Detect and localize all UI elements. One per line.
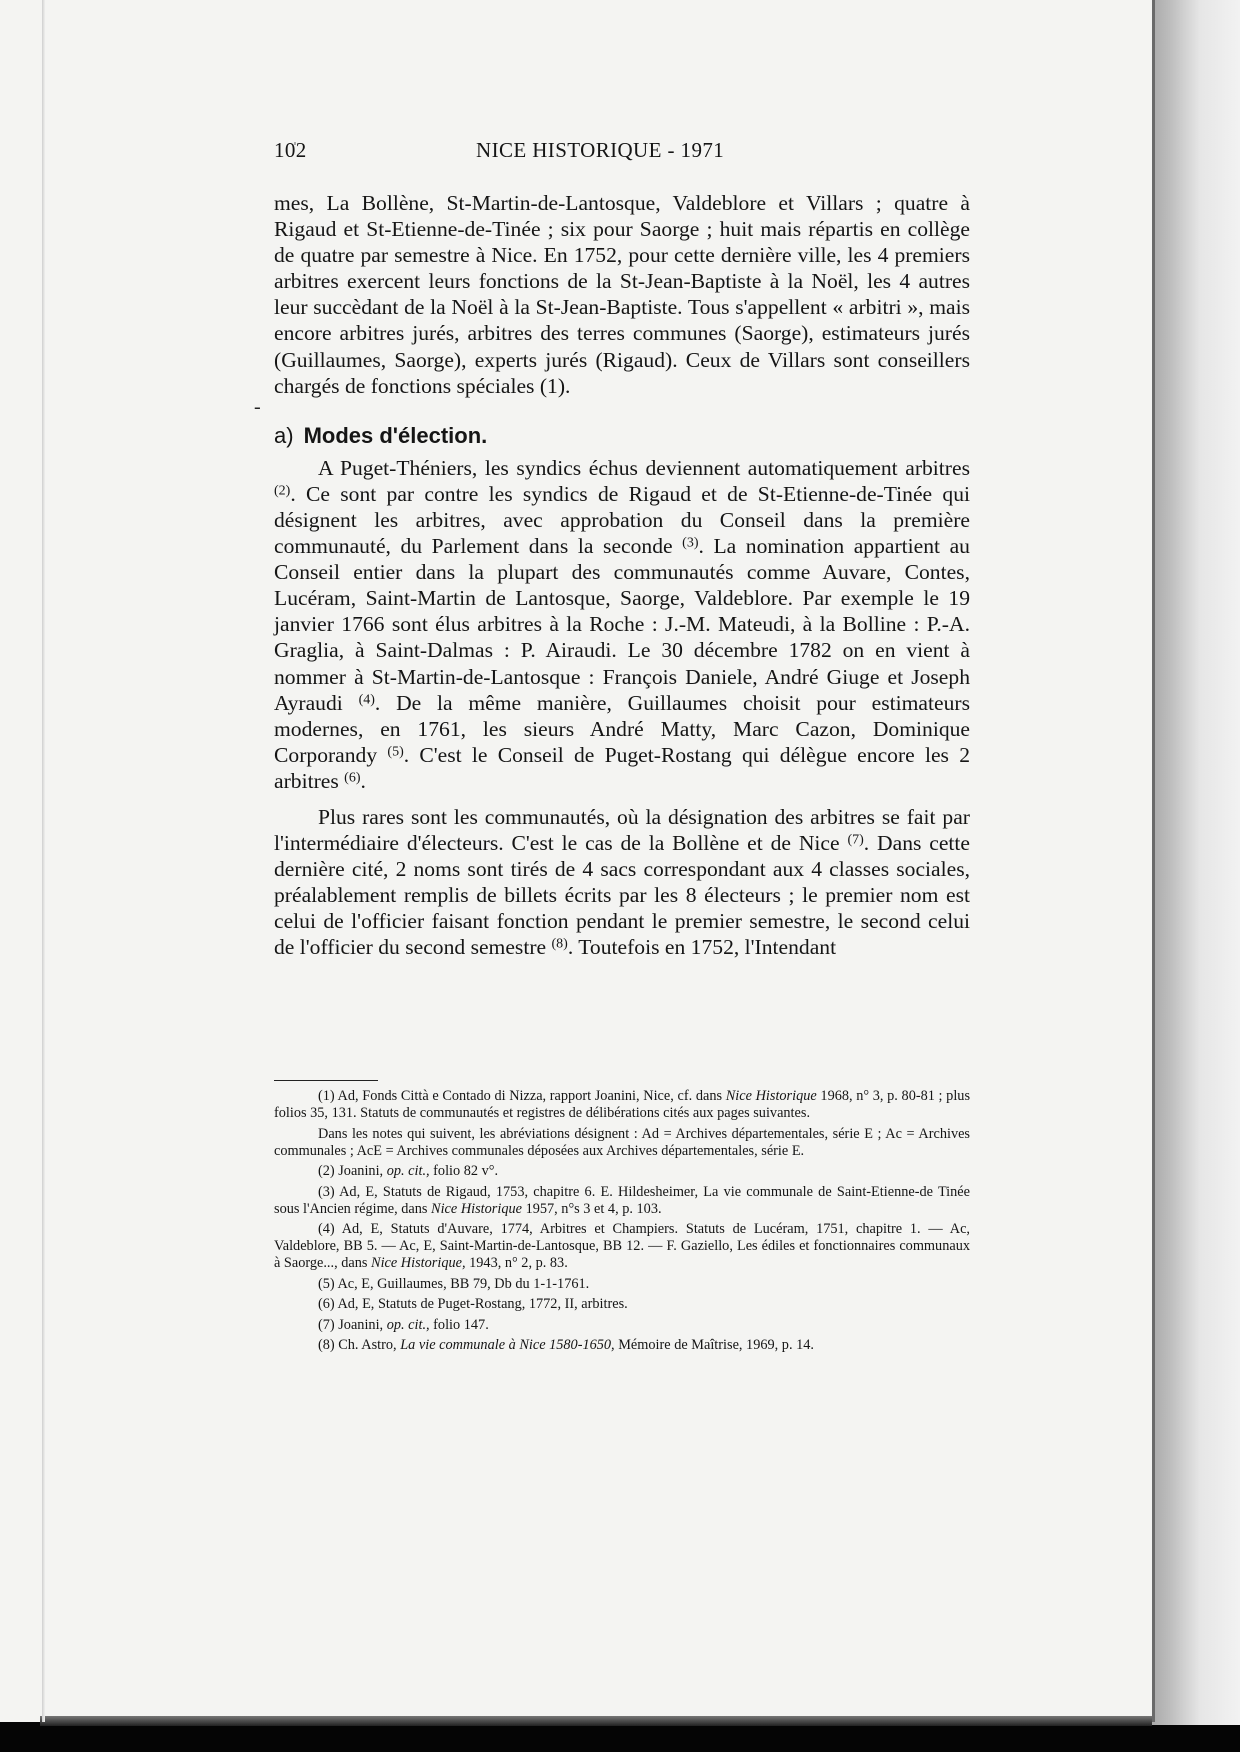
footnote-ref: (5) xyxy=(387,744,404,760)
page-bottom-shadow xyxy=(40,1716,1152,1726)
paragraph-text: . C'est le Conseil de Puget-Rostang qui délègue encore les 2 arbitres xyxy=(274,742,970,793)
footnote-ref: (1). xyxy=(539,373,571,398)
page-header xyxy=(274,138,970,170)
footnote-8 xyxy=(274,1337,970,1354)
footnote-2 xyxy=(274,1163,970,1180)
footnote-text: (4) Ad, E, Statuts d'Auvare, 1774, Arbitres et Champiers. Statuts de Lucéram, 1751, chapitre 1. — Ac, Valdeblore, BB 5. — Ac, E, Saint-Martin-de-Lantosque, BB 12. — F. Gaziello, Les édiles et fonctionnaires communaux à Saorge..., dans xyxy=(274,1221,970,1271)
citation-abbrev: op. cit., xyxy=(386,1316,430,1333)
abbreviations-note xyxy=(274,1126,970,1160)
paragraph-election-modes xyxy=(274,455,970,794)
footnote-ref: (2) xyxy=(274,483,291,499)
footnote-separator xyxy=(274,1080,378,1081)
paragraph-text: . xyxy=(360,768,366,793)
footnote-5 xyxy=(274,1276,970,1293)
footnote-text: (5) Ac, E, Guillaumes, BB 79, Db du 1-1-1761. xyxy=(318,1275,590,1292)
footnote-7 xyxy=(274,1317,970,1334)
intro-text: mes, La Bollène, St-Martin-de-Lantosque, Valdeblore et Villars ; quatre à Rigaud et St-Etienne-de-Tinée ; six pour Saorge ; huit mais répartis en collège de quatre par semestre à Nice. En 1752, pour cette dernière ville, les 4 premiers arbitres exercent leurs fonctions de la St-Jean-Baptiste à la Noël, les 4 autres leur succèdant de la Noël à la St-Jean-Baptiste. Tous s'appellent « arbitri », mais encore arbitres jurés, arbitres des terres communes (Saorge), estimateurs jurés (Guillaumes, Saorge), experts jurés (Rigaud). Ceux de Villars sont conseillers chargés de fonctions spéciales xyxy=(274,191,970,398)
paragraph-text: . La nomination appartient au Conseil entier dans la plupart des communautés comme Auvare, Contes, Lucéram, Saint-Martin de Lantosque, Saorge, Valdeblore. Par exemple le 19 janvier 1766 sont élus arbitres à la Roche : J.-M. Mateudi, à la Bolline : P.-A. Graglia, à Saint-Dalmas : P. Airaudi. Le 30 décembre 1782 on en vient à nommer à St-Martin-de-Lantosque : François Daniele, André Giuge et Joseph Ayraudi xyxy=(274,534,970,715)
intro-paragraph xyxy=(274,190,970,399)
footnote-ref: (4) xyxy=(358,692,375,708)
footnote-ref: (7) xyxy=(847,832,864,848)
footnote-ref: (6) xyxy=(344,770,361,786)
work-title: La vie communale à Nice 1580-1650, xyxy=(400,1337,615,1353)
body-text xyxy=(274,190,970,961)
footnote-text: (7) Joanini, xyxy=(318,1316,384,1333)
footnote-4 xyxy=(274,1221,970,1272)
journal-title: Nice Historique, xyxy=(371,1255,466,1271)
footnote-ref: (8) xyxy=(551,937,568,953)
journal-title: Nice Historique xyxy=(431,1200,522,1217)
paragraph-text: . Toutefois en 1752, l'Intendant xyxy=(567,935,837,960)
footnote-text: Dans les notes qui suivent, les abréviations désignent : Ad = Archives départementales, série E ; Ac = Archives communales ; AcE = Archives communales déposées aux Archives départementales, série E. xyxy=(274,1125,970,1159)
citation-abbrev: op. cit., xyxy=(386,1163,430,1179)
page-number: 102 xyxy=(274,138,307,162)
paragraph-text: . Dans cette dernière cité, 2 noms sont tirés de 4 sacs correspondant aux 4 classes sociales, préalablement remplis de billets écrits par les 8 électeurs ; le premier nom est celui de l'officier faisant fonction pendant le premier semestre, le second celui de l'officier du second semestre xyxy=(274,831,970,960)
footnotes xyxy=(274,1088,970,1358)
footnote-text: (2) Joanini, xyxy=(318,1163,384,1179)
section-letter: a) xyxy=(274,422,294,448)
running-title: NICE HISTORIQUE - 1971 xyxy=(476,138,725,162)
paragraph-text: . De la même manière, Guillaumes choisit pour estimateurs modernes, en 1761, les sieurs André Matty, Marc Cazon, Dominique Corporandy xyxy=(274,690,970,767)
section-title: Modes d'élection. xyxy=(303,422,488,448)
footnote-text: (6) Ad, E, Statuts de Puget-Rostang, 1772, II, arbitres. xyxy=(318,1296,628,1312)
margin-mark: - xyxy=(254,396,261,418)
section-heading xyxy=(274,419,970,453)
footnote-text: folio 147. xyxy=(433,1316,489,1333)
paragraph-text: A Puget-Théniers, les syndics échus deviennent automatiquement arbitres xyxy=(318,455,970,480)
footnote-text: (3) Ad, E, Statuts de Rigaud, 1753, chapitre 6. E. Hildesheimer, La vie communale de Saint-Etienne-de Tinée sous l'Ancien régime, dans xyxy=(274,1183,970,1217)
paragraph-text: Plus rares sont les communautés, où la désignation des arbitres se fait par l'intermédiaire d'électeurs. C'est le cas de la Bollène et de Nice xyxy=(274,804,970,856)
footnote-3 xyxy=(274,1184,970,1218)
footnote-text: (8) Ch. Astro, xyxy=(318,1337,397,1353)
binding-edge xyxy=(42,0,45,1722)
footnote-ref: (3) xyxy=(682,535,699,551)
footnote-text: 1943, n° 2, p. 83. xyxy=(469,1255,568,1271)
footnote-1 xyxy=(274,1088,970,1122)
paragraph-electors xyxy=(274,804,970,961)
footnote-text: 1957, n°s 3 et 4, p. 103. xyxy=(525,1200,662,1217)
footnote-text: (1) Ad, Fonds Città e Contado di Nizza, rapport Joanini, Nice, cf. dans xyxy=(318,1088,723,1104)
footnote-text: 1968, n° 3, p. 80-81 ; plus folios 35, 131. Statuts de communautés et registres de délibérations cités aux pages suivantes. xyxy=(274,1088,971,1121)
paragraph-text: . Ce sont par contre les syndics de Rigaud et de St-Etienne-de-Tinée qui désignent les arbitres, avec approbation du Conseil dans la première communauté, du Parlement dans la seconde xyxy=(274,481,970,559)
journal-title: Nice Historique xyxy=(725,1088,817,1104)
footnote-text: Mémoire de Maîtrise, 1969, p. 14. xyxy=(618,1337,814,1353)
facing-page-edge xyxy=(1140,0,1240,1725)
footnote-6 xyxy=(274,1296,970,1313)
footnote-text: folio 82 v°. xyxy=(433,1163,499,1179)
